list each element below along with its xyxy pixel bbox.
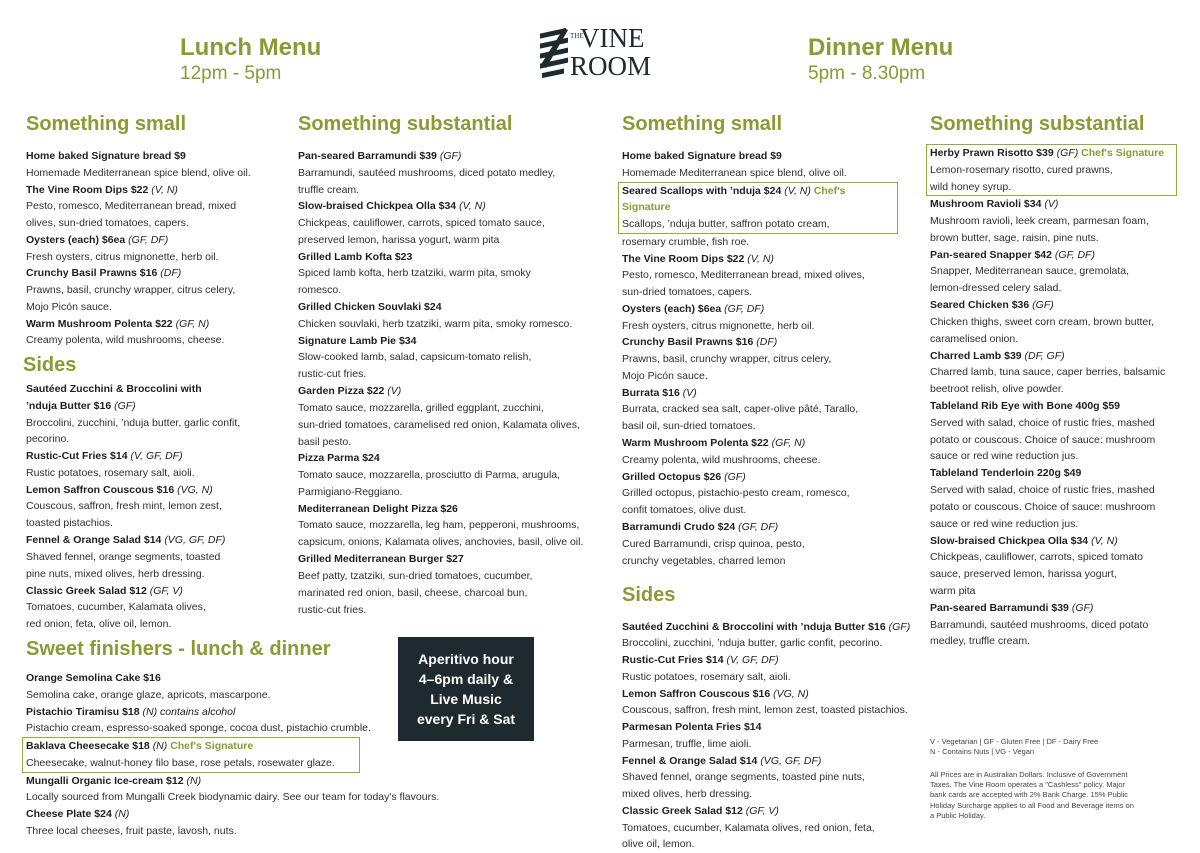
- item-desc: Served with salad, choice of rustic fries, mashed: [930, 483, 1155, 496]
- item-name: Sautéed Zucchini & Broccolini with ’nduja Butter $16: [622, 620, 886, 633]
- section-title: Sides: [622, 583, 676, 606]
- item-tags: (GF): [888, 620, 911, 633]
- item-name: Lemon Saffron Couscous $16: [622, 687, 771, 700]
- item-tags: (DF): [756, 336, 778, 349]
- item-desc: Pistachio cream, espresso-soaked sponge, cocoa dust, pistachio crumble.: [26, 722, 371, 735]
- item-name: Home baked Signature bread $9: [26, 150, 186, 162]
- item-desc: Spiced lamb kofta, herb tzatziki, warm pita, smoky: [298, 267, 531, 280]
- item-tags: (VG, N): [773, 687, 809, 700]
- menu-item: [930, 297, 1180, 347]
- item-name: The Vine Room Dips $22: [26, 183, 149, 196]
- menu-item: [298, 198, 598, 248]
- item-tags: (VG, N): [177, 483, 213, 496]
- item-tags: (V): [682, 386, 697, 399]
- item-desc: Slow-cooked lamb, salad, capsicum-tomato relish,: [298, 351, 532, 364]
- item-tags: (V): [1044, 198, 1059, 211]
- chef-signature-badge: Chef's Signature: [622, 184, 846, 214]
- item-tags: (DF): [160, 267, 182, 280]
- item-desc: warm pita: [930, 585, 976, 598]
- item-desc: Barramundi, sautéed mushrooms, diced potato medley,: [298, 166, 556, 179]
- item-name: Signature Lamb Pie $34: [298, 334, 417, 347]
- item-desc: pecorino.: [26, 433, 70, 446]
- item-desc: Served with salad, choice of rustic fries, mashed: [930, 416, 1155, 429]
- item-name: Warm Mushroom Polenta $22: [622, 437, 769, 450]
- item-desc: Chickpeas, cauliflower, carrots, spiced tomato: [930, 551, 1144, 564]
- item-tags: (V, N): [747, 252, 774, 265]
- item-tags: (GF, DF): [1054, 248, 1095, 261]
- item-desc: Pesto, romesco, Mediterranean bread, mixed olives,: [622, 269, 865, 282]
- policy-line: Holiday Surcharge applies to all Food and Beverage items on: [930, 800, 1134, 810]
- legend-line: V - Vegetarian | GF - Gluten Free | DF - Dairy Free: [930, 737, 1099, 746]
- menu-item-highlighted: [926, 144, 1177, 196]
- item-name: Fennel & Orange Salad $14: [622, 754, 758, 767]
- aperitivo-line: every Fri & Sat: [416, 711, 516, 727]
- item-name: Charred Lamb $39: [930, 349, 1022, 362]
- item-desc: Snapper, Mediterranean sauce, gremolata,: [930, 265, 1130, 278]
- item-desc: Shaved fennel, orange segments, toasted: [26, 550, 221, 563]
- item-tags: (V, N): [459, 200, 486, 213]
- item-name: Parmesan Polenta Fries $14: [622, 721, 762, 734]
- item-name: Crunchy Basil Prawns $16: [622, 336, 754, 349]
- item-name: Cheese Plate $24: [26, 808, 112, 820]
- item-desc: Mojo Picón sauce.: [622, 369, 708, 382]
- item-desc: Chicken souvlaki, herb tzatziki, warm pita, smoky romesco.: [298, 317, 573, 330]
- item-desc: wild honey syrup.: [930, 180, 1012, 193]
- menu-item: [298, 501, 598, 551]
- aperitivo-line: 4–6pm daily &: [418, 671, 514, 687]
- lunch-title: Lunch Menu: [180, 34, 322, 61]
- menu-item: [298, 551, 598, 618]
- lunch-col-1: [23, 112, 276, 633]
- aperitivo-line: Live Music: [430, 691, 502, 707]
- section-title: Sides: [23, 354, 77, 377]
- logo-vine: VINE: [580, 23, 645, 53]
- menu-item: [622, 719, 912, 753]
- menu-item: [298, 148, 598, 198]
- menu-item: [930, 465, 1180, 532]
- item-tags: (N): [186, 774, 202, 787]
- item-tags: (V, N): [1091, 534, 1118, 547]
- item-name: Pan-seared Snapper $42: [930, 248, 1052, 261]
- policy-line: a Public Holiday.: [930, 810, 986, 820]
- legend-line: N - Contains Nuts | VG - Vegan: [930, 747, 1035, 757]
- item-desc: rosemary crumble, fish roe.: [622, 235, 750, 248]
- item-desc: sun-dried tomatoes, caramelised red onion, Kalamata olives,: [298, 418, 580, 431]
- item-name: Seared Chicken $36: [930, 299, 1030, 312]
- item-desc: potato or couscous. Choice of sauce: mushroom: [930, 433, 1156, 446]
- item-desc: basil oil, sun-dried tomatoes.: [622, 420, 756, 433]
- pricing-policy-note: [930, 770, 1180, 821]
- menu-item: [26, 773, 486, 807]
- item-desc: Couscous, saffron, fresh mint, lemon zest, toasted pistachios.: [622, 704, 908, 717]
- policy-line: bank cards are accepted with 2% Bank Charge. 15% Public: [930, 790, 1129, 800]
- item-desc: Chickpeas, cauliflower, carrots, spiced tomato sauce,: [298, 217, 545, 229]
- item-desc: sauce or red wine reduction jus.: [930, 517, 1079, 530]
- menu-item: [298, 333, 598, 383]
- menu-item: [298, 249, 598, 299]
- menu-item: [26, 182, 276, 232]
- item-name: Slow-braised Chickpea Olla $34: [298, 200, 457, 213]
- item-name: Tableland Rib Eye with Bone 400g $59: [930, 400, 1121, 413]
- menu-item: [622, 148, 912, 182]
- aperitivo-banner: [398, 637, 534, 741]
- item-desc: Prawns, basil, crunchy wrapper, citrus celery,: [26, 284, 236, 296]
- menu-item: [930, 398, 1180, 465]
- item-desc: Homemade Mediterranean spice blend, olive oil.: [26, 166, 251, 179]
- item-tags: (N): [114, 808, 130, 820]
- item-name: Burrata $16: [622, 386, 680, 399]
- menu-item: [622, 686, 912, 720]
- item-name: Home baked Signature bread $9: [622, 150, 782, 162]
- item-tags: (GF): [1056, 147, 1079, 159]
- item-name: Garden Pizza $22: [298, 385, 385, 398]
- menu-item: [930, 533, 1180, 600]
- lunch-hours: 12pm - 5pm: [180, 63, 282, 84]
- item-tags: (GF, DF): [738, 521, 779, 534]
- menu-item: [622, 469, 912, 519]
- item-desc: Couscous, saffron, fresh mint, lemon zest,: [26, 500, 222, 513]
- item-desc: Rustic potatoes, rosemary salt, aioli.: [622, 670, 791, 683]
- item-desc: Tomato sauce, mozzarella, leg ham, pepperoni, mushrooms,: [298, 519, 580, 532]
- item-name: The Vine Room Dips $22: [622, 252, 745, 265]
- menu-item-highlighted: [22, 737, 360, 773]
- menu-item: [622, 652, 912, 686]
- item-desc: red onion, feta, olive oil, lemon.: [26, 618, 172, 631]
- item-desc: Pesto, romesco, Mediterranean bread, mixed: [26, 200, 237, 213]
- item-desc: capsicum, onions, Kalamata olives, anchovies, basil, olive oil.: [298, 536, 584, 549]
- item-name: Pan-seared Barramundi $39: [298, 150, 437, 162]
- item-desc: toasted pistachios.: [26, 517, 113, 530]
- item-name: Classic Greek Salad $12: [26, 584, 147, 597]
- menu-item: [622, 803, 912, 853]
- item-desc: Broccolini, zucchini, ’nduja butter, garlic confit,: [26, 416, 241, 429]
- item-name: Grilled Lamb Kofta $23: [298, 250, 413, 263]
- item-desc: Locally sourced from Mungalli Creek biodynamic dairy. See our team for today's flavours.: [26, 791, 440, 804]
- menu-item: [26, 316, 276, 350]
- menu-item: [622, 753, 912, 803]
- item-desc: Parmesan, truffle, lime aioli.: [622, 737, 752, 750]
- item-desc: brown butter, sage, raisin, pine nuts.: [930, 231, 1099, 244]
- menu-item: [26, 148, 276, 182]
- item-desc: Scallops, ’nduja butter, saffron potato cream,: [622, 217, 830, 230]
- item-tags: (V, GF, DF): [726, 654, 779, 667]
- dinner-col-2: [930, 112, 1180, 650]
- item-desc: Chicken thighs, sweet corn cream, brown butter,: [930, 315, 1155, 328]
- item-name: Pizza Parma $24: [298, 452, 380, 465]
- item-tags: (V, GF, DF): [130, 450, 183, 463]
- lunch-col-2: [298, 112, 598, 619]
- section-title: Something substantial: [930, 113, 1145, 135]
- item-tags: (VG, GF, DF): [760, 754, 822, 767]
- item-desc: medley, truffle cream.: [930, 635, 1030, 648]
- menu-item: [622, 334, 912, 384]
- item-desc: pine nuts, mixed olives, herb dressing.: [26, 567, 205, 580]
- item-desc: Mojo Picón sauce.: [26, 300, 112, 313]
- item-name: Oysters (each) $6ea: [622, 302, 722, 315]
- item-desc: basil pesto.: [298, 435, 352, 448]
- item-desc: Barramundi, sautéed mushrooms, diced potato: [930, 618, 1149, 631]
- menu-item: [930, 348, 1180, 398]
- item-name: Grilled Chicken Souvlaki $24: [298, 301, 442, 314]
- item-tags: (GF): [1071, 601, 1094, 614]
- item-name: Pistachio Tiramisu $18: [26, 705, 140, 718]
- item-tags: (GF, N): [175, 317, 210, 330]
- item-desc: Prawns, basil, crunchy wrapper, citrus celery,: [622, 353, 832, 365]
- dietary-legend: [930, 737, 1170, 757]
- item-tags: (V): [387, 385, 402, 398]
- menu-item: [622, 435, 912, 469]
- menu-item: [298, 450, 598, 500]
- item-name: Orange Semolina Cake $16: [26, 672, 161, 684]
- menu-item: [26, 806, 486, 840]
- item-desc: Cured Barramundi, crisp quinoa, pesto,: [622, 537, 805, 550]
- item-tags: (GF, DF): [128, 233, 169, 246]
- item-name: Fennel & Orange Salad $14: [26, 534, 162, 547]
- menu-item-highlighted: [618, 182, 898, 234]
- menu-item: [622, 385, 912, 435]
- item-desc: mixed olives, herb dressing.: [622, 788, 753, 801]
- section-title: Something small: [26, 113, 187, 135]
- item-desc: rustic-cut fries.: [298, 603, 367, 616]
- menu-item: [622, 619, 912, 653]
- menu-item: [622, 519, 912, 569]
- item-name: Grilled Octopus $26: [622, 470, 722, 483]
- item-name: Grilled Mediterranean Burger $27: [298, 553, 464, 566]
- vine-room-logo: [538, 22, 668, 86]
- item-tags: (GF, N): [771, 437, 806, 450]
- item-desc: Homemade Mediterranean spice blend, olive oil.: [622, 166, 847, 179]
- section-title: Something substantial: [298, 113, 513, 135]
- item-tags: (GF, V): [149, 584, 183, 597]
- item-name: Tableland Tenderloin 220g $49: [930, 467, 1082, 480]
- item-name: Mediterranean Delight Pizza $26: [298, 502, 458, 515]
- item-desc: Burrata, cracked sea salt, caper-olive pâté, Tarallo,: [622, 403, 859, 416]
- item-name: Lemon Saffron Couscous $16: [26, 483, 175, 496]
- item-name: ’nduja Butter $16: [26, 399, 112, 412]
- item-tags: (GF): [114, 399, 136, 412]
- item-desc: confit tomatoes, olive dust.: [622, 504, 747, 517]
- section-title: Sweet finishers - lunch & dinner: [26, 638, 331, 660]
- menu-item: [930, 247, 1180, 297]
- item-desc: Broccolini, zucchini, ’nduja butter, garlic confit, pecorino.: [622, 637, 883, 650]
- item-desc: sauce, preserved lemon, harissa yogurt,: [930, 568, 1117, 581]
- section-title: Something small: [622, 113, 783, 135]
- menu-item: [26, 265, 276, 315]
- policy-line: Taxes. The Vine Room operates a "Cashless" policy. Major: [930, 780, 1125, 790]
- item-name: Barramundi Crudo $24: [622, 521, 736, 534]
- item-desc: Tomato sauce, mozzarella, prosciutto di Parma, arugula,: [298, 469, 561, 482]
- item-desc: Beef patty, tzatziki, sun-dried tomatoes, cucumber,: [298, 569, 533, 582]
- item-name: Sautéed Zucchini & Broccolini with: [26, 383, 202, 396]
- item-name: Mungalli Organic Ice-cream $12: [26, 774, 184, 787]
- item-desc: sun-dried tomatoes, capers.: [622, 286, 753, 298]
- menu-item: [26, 448, 276, 482]
- item-desc: Shaved fennel, orange segments, toasted pine nuts,: [622, 771, 865, 784]
- item-desc: romesco.: [298, 284, 342, 297]
- item-desc: Tomatoes, cucumber, Kalamata olives,: [26, 601, 206, 614]
- item-desc: caramelised onion.: [930, 332, 1019, 345]
- item-desc: rustic-cut fries.: [298, 368, 367, 381]
- item-desc: Semolina cake, orange glaze, apricots, mascarpone.: [26, 688, 271, 701]
- dinner-hours: 5pm - 8.30pm: [808, 63, 926, 84]
- item-desc: Parmigiano-Reggiano.: [298, 485, 403, 498]
- item-desc: beetroot relish, olive powder.: [930, 383, 1064, 396]
- dinner-header: [808, 34, 953, 86]
- item-desc: olive oil, lemon.: [622, 838, 695, 851]
- item-name: Herby Prawn Risotto $39: [930, 147, 1054, 159]
- item-name: Mushroom Ravioli $34: [930, 198, 1042, 211]
- item-desc: Fresh oysters, citrus mignonette, herb oil.: [622, 319, 815, 332]
- item-tags: (GF, V): [745, 804, 779, 817]
- item-desc: Grilled octopus, pistachio-pesto cream, romesco,: [622, 487, 850, 500]
- item-tags: (GF): [724, 470, 746, 483]
- item-tags: (GF): [439, 150, 462, 162]
- item-desc: crunchy vegetables, charred lemon: [622, 554, 786, 567]
- menu-item: [622, 251, 912, 301]
- menu-item: [298, 299, 598, 333]
- item-tags: (GF): [1032, 299, 1054, 312]
- menu-item: [26, 532, 276, 582]
- item-name: Rustic-Cut Fries $14: [26, 450, 128, 463]
- item-desc: Charred lamb, tuna sauce, caper berries, balsamic: [930, 366, 1166, 379]
- item-desc: sauce or red wine reduction jus.: [930, 450, 1079, 463]
- item-desc: potato or couscous. Choice of sauce: mushroom: [930, 500, 1156, 513]
- item-desc: Creamy polenta, wild mushrooms, cheese.: [622, 453, 821, 466]
- menu-item: [930, 196, 1180, 246]
- chef-signature-badge: Chef's Signature: [1081, 147, 1165, 159]
- menu-item: [930, 600, 1180, 650]
- policy-line: All Prices are in Australian Dollars. Inclusive of Government: [930, 770, 1128, 779]
- menu-item: [622, 301, 912, 335]
- menu-item: [26, 583, 276, 633]
- item-tags: (V, N): [151, 183, 178, 196]
- lunch-header: [180, 34, 321, 86]
- item-desc: Tomatoes, cucumber, Kalamata olives, red onion, feta,: [622, 821, 875, 834]
- item-tags: (DF, GF): [1024, 349, 1065, 362]
- item-name: Slow-braised Chickpea Olla $34: [930, 534, 1089, 547]
- item-desc: truffle cream.: [298, 183, 360, 196]
- item-desc: lemon-dressed celery salad.: [930, 282, 1062, 295]
- item-desc: Lemon-rosemary risotto, cured prawns,: [930, 163, 1113, 176]
- item-desc: Creamy polenta, wild mushrooms, cheese.: [26, 334, 225, 347]
- dinner-title: Dinner Menu: [808, 34, 954, 61]
- item-name: Baklava Cheesecake $18: [26, 740, 150, 752]
- item-tags: (V, N): [784, 184, 811, 197]
- aperitivo-line: Aperitivo hour: [418, 651, 514, 667]
- item-desc: Mushroom ravioli, leek cream, parmesan foam,: [930, 215, 1149, 227]
- item-name: Seared Scallops with ’nduja $24: [622, 184, 782, 197]
- item-tags: (VG, GF, DF): [164, 534, 226, 547]
- item-desc: preserved lemon, harissa yogurt, warm pita: [298, 233, 500, 246]
- item-name: Warm Mushroom Polenta $22: [26, 317, 173, 330]
- item-desc: Fresh oysters, citrus mignonette, herb oil.: [26, 250, 219, 263]
- item-desc: Rustic potatoes, rosemary salt, aioli.: [26, 466, 195, 479]
- item-name: Pan-seared Barramundi $39: [930, 601, 1069, 614]
- item-name: Rustic-Cut Fries $14: [622, 654, 724, 667]
- item-desc: olives, sun-dried tomatoes, capers.: [26, 217, 189, 229]
- item-name: Crunchy Basil Prawns $16: [26, 267, 158, 280]
- item-name: Oysters (each) $6ea: [26, 233, 126, 246]
- menu-item: [26, 482, 276, 532]
- menu-item: [26, 381, 276, 448]
- item-desc: marinated red onion, basil, cheese, charcoal bun,: [298, 586, 528, 599]
- menu-item: [298, 383, 598, 450]
- item-desc: Tomato sauce, mozzarella, grilled eggplant, zucchini,: [298, 401, 544, 414]
- item-desc: Three local cheeses, fruit paste, lavosh, nuts.: [26, 824, 237, 837]
- item-desc: Cheesecake, walnut-honey filo base, rose petals, rosewater glaze.: [26, 756, 335, 769]
- item-tags: (N) contains alcohol: [142, 705, 236, 718]
- dinner-col-1: [622, 112, 912, 853]
- item-tags: (N): [152, 740, 168, 752]
- logo-the: THE: [570, 32, 584, 40]
- chef-signature-badge: Chef's Signature: [170, 740, 254, 752]
- item-name: Classic Greek Salad $12: [622, 804, 743, 817]
- logo-room: ROOM: [570, 51, 652, 81]
- item-tags: (GF, DF): [724, 302, 765, 315]
- menu-item: [26, 232, 276, 266]
